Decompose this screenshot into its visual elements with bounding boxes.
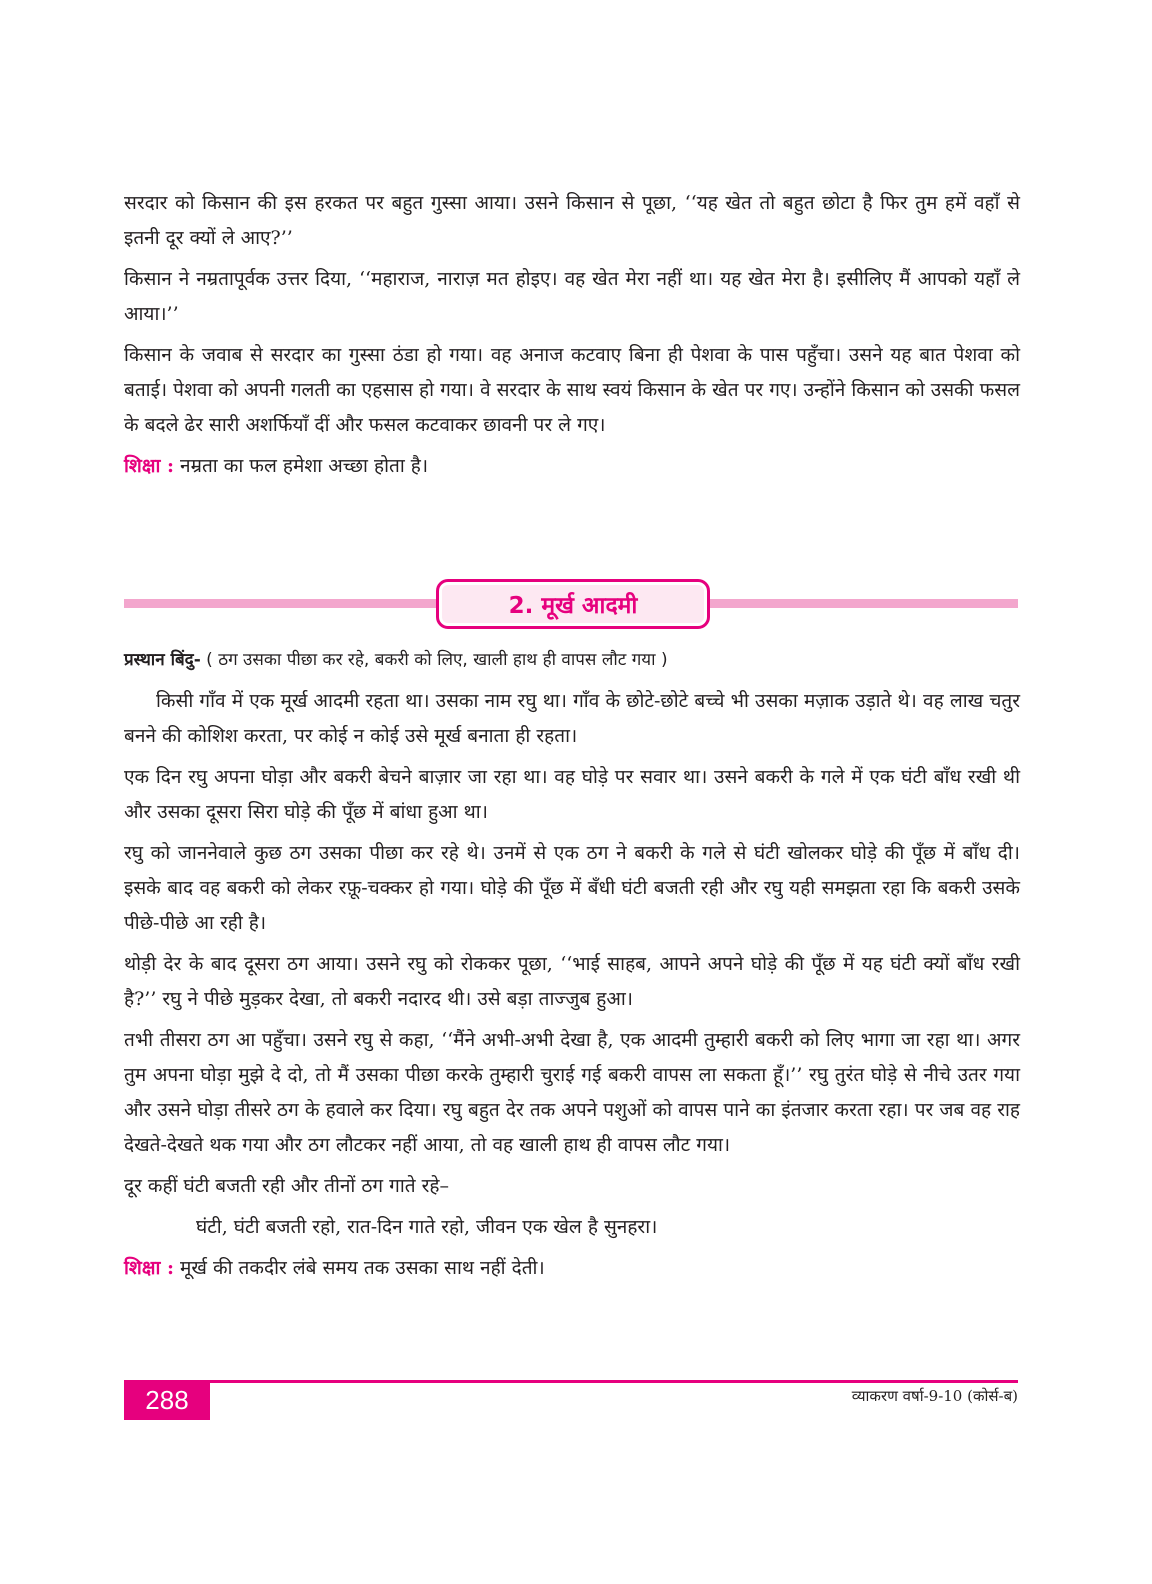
lesson-label: शिक्षा : [124,1257,175,1279]
book-title: व्याकरण वर्षा-9-10 (कोर्स-ब) [851,1387,1018,1405]
paragraph: एक दिन रघु अपना घोड़ा और बकरी बेचने बाज़ार जा रहा था। वह घोड़े पर सवार था। उसने बकरी के गले में एक घंटी बाँध रखी थी और उसका दूसरा सिरा घोड़े की पूँछ में बांधा हुआ था। [124,766,1020,823]
points-label: प्रस्थान बिंदु- [124,650,201,670]
paragraph: रघु को जाननेवाले कुछ ठग उसका पीछा कर रहे थे। उनमें से एक ठग ने बकरी के गले से घंटी खोलकर घोड़े की पूँछ में बाँध दी। इसके बाद वह बकरी को लेकर रफ़ू-चक्कर हो गया। घोड़े की पूँछ में बँधी घंटी बजती रही और रघु यही समझता रहा कि बकरी उसके पीछे-पीछे आ रही है। [124,842,1020,934]
lesson-line [124,1251,1020,1286]
page-number: 288 [124,1380,210,1420]
lesson-text: मूर्ख की तकदीर लंबे समय तक उसका साथ नहीं देती। [174,1257,545,1279]
story-murkh-aadmi [124,644,1020,1292]
lesson-label: शिक्षा : [124,455,175,477]
paragraph: तभी तीसरा ठग आ पहुँचा। उसने रघु से कहा, ‘‘मैंने अभी-अभी देखा है, एक आदमी तुम्हारी बकरी को लिए भागा जा रहा था। अगर तुम अपना घोड़ा मुझे दे दो, तो मैं उसका पीछा करके तुम्हारी चुराई गई बकरी वापस ला सकता हूँ।’’ रघु तुरंत घोड़े से नीचे उतर गया और उसने घोड़ा तीसरे ठग के हवाले कर दिया। रघु बहुत देर तक अपने पशुओं को वापस पाने का इंतजार करता रहा। पर जब वह राह देखते-देखते थक गया और ठग लौटकर नहीं आया, तो वह खाली हाथ ही वापस लौट गया। [124,1029,1021,1156]
story-continuation [124,186,1020,490]
section-title: 2. मूर्ख आदमी [436,579,710,629]
paragraph: किसान के जवाब से सरदार का गुस्सा ठंडा हो गया। वह अनाज कटवाए बिना ही पेशवा के पास पहुँचा। उसने यह बात पेशवा को बताई। पेशवा को अपनी गलती का एहसास हो गया। वे सरदार के साथ स्वयं किसान के खेत पर गए। उन्होंने किसान को उसकी फसल के बदले ढेर सारी अशर्फियाँ दीं और फसल कटवाकर छावनी पर ले गए। [124,344,1020,436]
paragraph: किसान ने नम्रतापूर्वक उत्तर दिया, ‘‘महाराज, नाराज़ मत होइए। वह खेत मेरा नहीं था। यह खेत मेरा है। इसीलिए मैं आपको यहाँ ले आया।’’ [124,268,1020,325]
story-points [124,644,1020,676]
points-text: ( ठग उसका पीछा कर रहे, बकरी को लिए, खाली हाथ ही वापस लौट गया ) [200,650,668,670]
lesson-line [124,449,1020,484]
paragraph: दूर कहीं घंटी बजती रही और तीनों ठग गाते रहे– [124,1175,449,1197]
paragraph: किसी गाँव में एक मूर्ख आदमी रहता था। उसका नाम रघु था। गाँव के छोटे-छोटे बच्चे भी उसका मज़ाक उड़ाते थे। वह लाख चतुर बनने की कोशिश करता, पर कोई न कोई उसे मूर्ख बनाता ही रहता। [124,690,1020,747]
paragraph: थोड़ी देर के बाद दूसरा ठग आया। उसने रघु को रोककर पूछा, ‘‘भाई साहब, आपने अपने घोड़े की पूँछ में यह घंटी क्यों बाँध रखी है?’’ रघु ने पीछे मुड़कर देखा, तो बकरी नदारद थी। उसे बड़ा ताज्जुब हुआ। [124,953,1020,1010]
lesson-text: नम्रता का फल हमेशा अच्छा होता है। [174,455,429,477]
verse-line: घंटी, घंटी बजती रहो, रात-दिन गाते रहो, जीवन एक खेल है सुनहरा। [196,1216,658,1238]
section-banner [124,578,1018,630]
paragraph: सरदार को किसान की इस हरकत पर बहुत गुस्सा आया। उसने किसान से पूछा, ‘‘यह खेत तो बहुत छोटा है फिर तुम हमें वहाँ से इतनी दूर क्यों ले आए?’’ [124,192,1020,249]
footer-rule [124,1380,1018,1383]
